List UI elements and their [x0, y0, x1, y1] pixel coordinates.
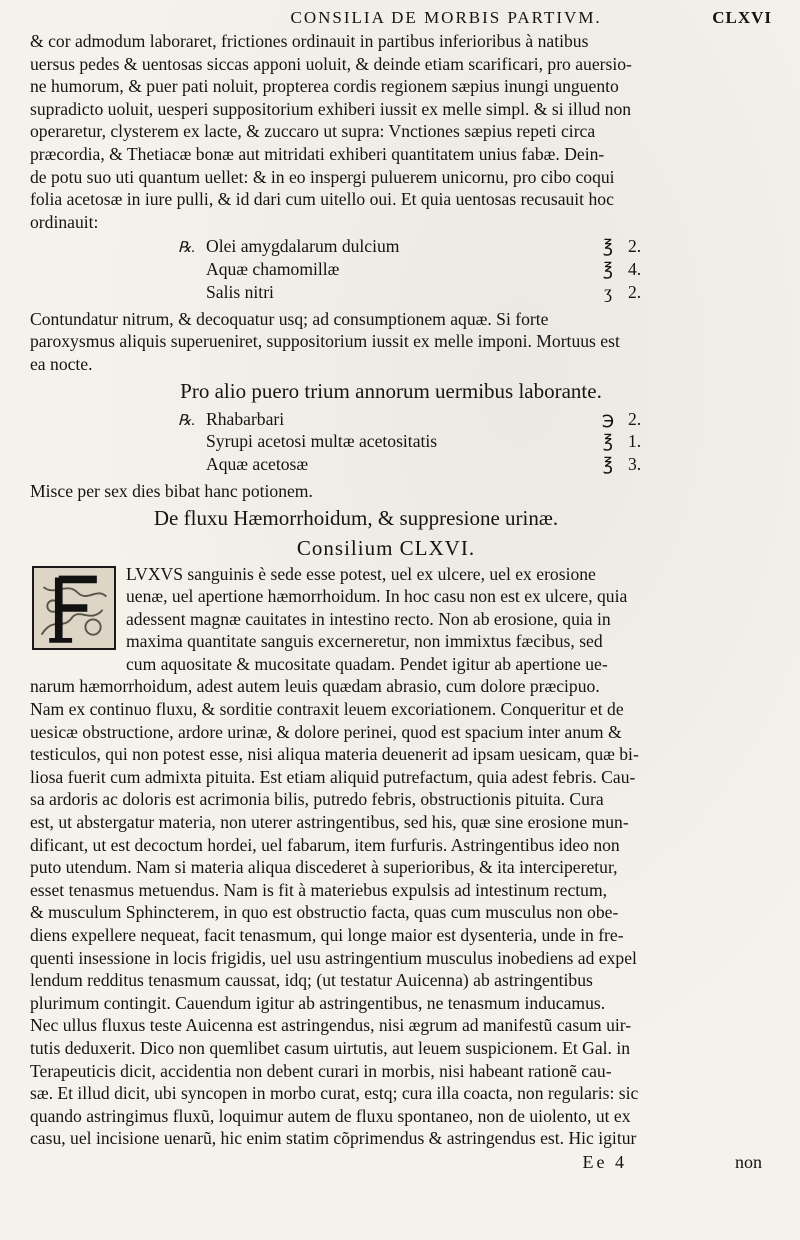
- text-line: supradicto uoluit, uesperi suppositorium exhiberi iussit ex melle simpl. & si illud non: [30, 98, 632, 119]
- text-line: maxima quantitate sanguis excerneretur, non immixtus fæcibus, sed: [126, 631, 603, 652]
- text-line: lendum redditus tenasmum caussat, idq; (ut testatur Auicenna) ab astringentibus: [30, 970, 593, 991]
- consilium-continuation-text: [30, 30, 772, 233]
- recipe-ingredient: Rhabarbari: [206, 408, 285, 429]
- recipe-unit: ℈: [601, 408, 615, 429]
- recipe-1: [30, 235, 772, 303]
- text-line: tutis deduxerit. Dico non quemlibet casum uirtutis, aut leuem suspicionem. Et Gal. in: [30, 1037, 631, 1058]
- text-line: testiculos, qui non potest esse, nisi aliqua materia deuenerit ad ipsam uesicam, quæ bi-: [30, 744, 639, 765]
- text-line: folia acetosæ in iure pulli, & id dari cum uitello oui. Et quia uentosas recusauit hoc: [30, 189, 614, 210]
- recipe-ingredient: Salis nitri: [206, 281, 274, 302]
- section-heading: De fluxu Hæmorrhoidum, & suppresione urinæ.: [153, 505, 559, 530]
- text-line: est, ut abstergatur materia, non uterer astringentibus, sed his, quæ sine erosione mun-: [30, 812, 629, 833]
- text-line: plurimum contingit. Cauendum igitur ab astringentibus, ne tenasmum inducamus.: [30, 992, 606, 1013]
- running-head-title: CONSILIA DE MORBIS PARTIVM.: [290, 8, 602, 27]
- text-line: sa ardoris ac doloris est acrimonia bilis, putredo febris, obstructionis pituita. Cura: [30, 789, 604, 810]
- text-line: quenti insessione in locis frigidis, uel usu astringentium musculus inobediens ad expel: [30, 947, 637, 968]
- decorated-initial-f-icon: [34, 568, 114, 648]
- decorated-initial: [32, 566, 116, 650]
- text-line: liosa fuerit cum admixta pituita. Est etiam aliquid putrefactum, quia adest febris. Cau-: [30, 766, 636, 787]
- text-line: paroxysmus aliquis superueniret, suppositorium iussit ex melle imponi. Mortuus est: [30, 331, 620, 352]
- text-line: casu, uel incisione uenarũ, hic enim statim cõprimendus & astringendus est. Hic igitur: [30, 1128, 637, 1149]
- recipe-amount: 3.: [628, 454, 642, 475]
- recipe-amount: 2.: [628, 408, 642, 429]
- recipe-unit: ℥: [602, 454, 614, 475]
- recipe-symbol: ℞.: [178, 412, 196, 429]
- recipe-symbol: ℞.: [178, 240, 196, 257]
- text-line: uersus pedes & uentosas siccas apponi uoluit, & deinde etiam scarificari, pro auersio-: [30, 53, 632, 74]
- recipe-row: [30, 408, 772, 431]
- text-line: diens expellere nequeat, facit tenasmum, qui longe maior est dysenteria, unde in fre-: [30, 925, 624, 945]
- catchword: non: [735, 1151, 762, 1172]
- recipe-unit: ℥: [602, 431, 614, 452]
- text-line: operaretur, clysterem ex lacte, & zuccaro ut supra: Vnctiones sæpius repeti circa: [30, 121, 596, 142]
- consilium-number-heading: Consilium CLXVI.: [296, 535, 476, 560]
- recipe-amount: 4.: [628, 259, 642, 280]
- recipe-amount: 1.: [628, 431, 642, 452]
- text-line: & cor admodum laboraret, frictiones ordinauit in partibus inferioribus à natibus: [30, 31, 589, 51]
- text-line: uenæ, uel apertione hæmorrhoidum. In hoc casu non est ex ulcere, quia: [126, 586, 628, 607]
- text-line: præcordia, & Thetiacæ bonæ aut mitridati exhiberi quantitatem unius fabæ. Dein-: [30, 143, 605, 164]
- recipe-amount: 2.: [628, 236, 642, 257]
- recipe-row: [30, 281, 772, 304]
- text-line: Contundatur nitrum, & decoquatur usq; ad consumptionem aquæ. Si forte: [30, 308, 549, 329]
- recipe-ingredient: Syrupi acetosi multæ acetositatis: [206, 431, 438, 452]
- text-line: uesicæ obstructione, ardore urinæ, & dolore perinei, quod est spacium inter anum &: [30, 721, 622, 742]
- text-line: LVXVS sanguinis è sede esse potest, uel ex ulcere, uel ex erosione: [126, 563, 596, 584]
- page-footer: [30, 1150, 772, 1174]
- text-line: Terapeuticis dicit, accidentia non debent curari in morbis, nisi habeant rationẽ cau-: [30, 1060, 612, 1081]
- text-line: Nec ullus fluxus teste Auicenna est astringendus, nisi ægrum ad manifestũ casum uir-: [30, 1015, 632, 1036]
- recipe-2-instructions: Misce per sex dies bibat hanc potionem.: [30, 480, 313, 501]
- text-line: ne humorum, & puer pati noluit, propterea cordis regionem sæpius inungi unguento: [30, 76, 619, 97]
- text-line: sæ. Et illud dicit, ubi syncopen in morbo curat, estq; cura illa coacta, non regularis: sic: [30, 1083, 639, 1104]
- text-line: puto utendum. Nam si materia aliqua discederet à superioribus, & ita interciperetur,: [30, 857, 618, 878]
- text-line: quando astringimus fluxũ, loquimur autem de fluxu spontaneo, non de uiolento, ut ex: [30, 1105, 631, 1126]
- text-line: adessent magnæ cauitates in intestino recto. Non ab erosione, quia in: [126, 608, 611, 629]
- text-line: narum hæmorrhoidum, adest autem leuis quædam abrasio, cum dolore præcipuo.: [30, 676, 600, 697]
- recipe-ingredient: Aquæ acetosæ: [206, 454, 309, 475]
- folio-number: CLXVI: [712, 8, 772, 27]
- text-line: ea nocte.: [30, 353, 93, 374]
- recipe-ingredient: Olei amygdalarum dulcium: [206, 236, 400, 257]
- consilium-body: [30, 563, 772, 1150]
- text-line: Nam ex continuo fluxu, & sorditie contraxit leuem excoriationem. Conqueritur et de: [30, 699, 624, 720]
- text-line: & musculum Sphincterem, in quo est obstructio facta, quas cum musculus non obe-: [30, 902, 619, 923]
- recipe-amount: 2.: [628, 281, 642, 302]
- recipe-row: [30, 235, 772, 258]
- text-line: ordinauit:: [30, 211, 99, 232]
- recipe-row: [30, 258, 772, 281]
- recipe-ingredient: Aquæ chamomillæ: [206, 259, 340, 280]
- text-line: de potu suo uti quantum uellet: & in eo inspergi puluerem unicornu, pro cibo coqui: [30, 166, 615, 187]
- text-line: dificant, ut est decoctum hordei, uel fabarum, item furfuris. Astringentibus ideo non: [30, 834, 620, 855]
- text-line: cum aquositate & mucositate quadam. Pendet igitur ab apertione ue-: [126, 653, 608, 674]
- recipe-row: [30, 453, 772, 476]
- running-head: [30, 8, 772, 28]
- signature-mark: Ee 4: [582, 1151, 627, 1172]
- recipe-unit: ℥: [602, 236, 614, 257]
- recipe-unit: ℥: [602, 259, 614, 280]
- section-heading: Pro alio puero trium annorum uermibus laborante.: [180, 378, 602, 403]
- recipe-row: [30, 430, 772, 453]
- recipe-2: [30, 408, 772, 476]
- recipe-1-instructions: [30, 308, 772, 376]
- text-line: esset tenasmus metuendus. Nam is fit à materiebus expulsis ad intestinum rectum,: [30, 879, 608, 900]
- recipe-unit: ʒ: [604, 281, 612, 302]
